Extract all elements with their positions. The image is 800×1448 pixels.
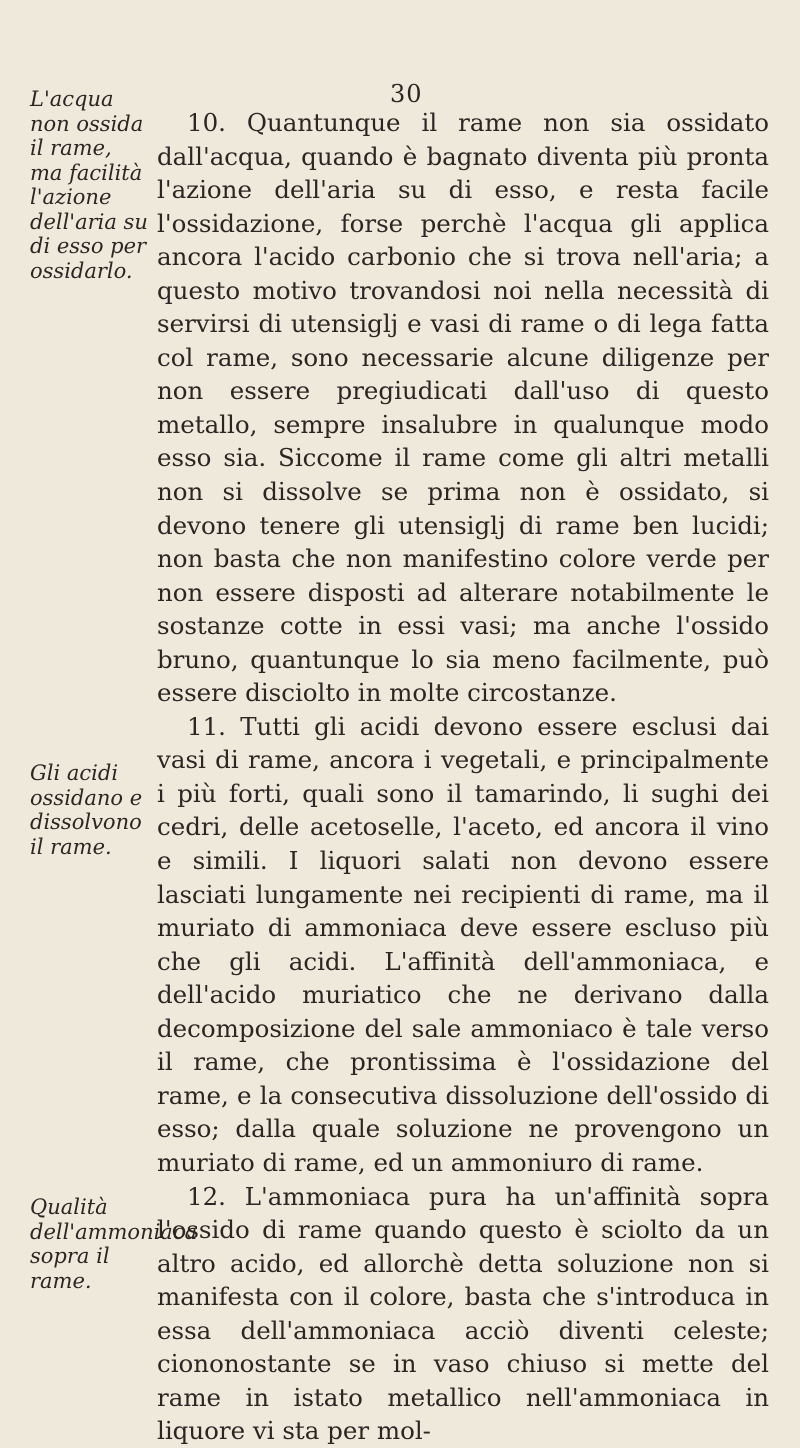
main-text — [157, 106, 769, 1448]
page-number: 30 — [390, 80, 423, 108]
paragraph-12: 12. L'ammoniaca pura ha un'affinità sopra l'ossido di rame quando questo è sciolto da un altro acido, ed allorchè detta soluzione non si manifesta con il colore, basta che s'introduca in essa dell'ammoniaca acciò diventi celeste; ciononostante se in vaso chiuso si mette del rame in istato metallico nell'ammoniaca in liquore vi sta per mol- — [157, 1181, 769, 1446]
sidenote-water-oxidation: L'acqua non ossida il rame, ma facilità l'azione dell'aria su di esso per ossidarlo. — [30, 87, 148, 283]
sidenote-ammonia: Qualità dell'ammoniaca sopra il rame. — [30, 1195, 198, 1293]
paragraph-10: 10. Quantunque il rame non sia ossidato dall'acqua, quando è bagnato diventa più pronta l'azione dell'aria su di esso, e resta facile l'ossidazione, forse perchè l'acqua gli applica ancora l'acido carbonio che si trova nell'aria; a questo motivo trovandosi noi nella necessità di servirsi di utensiglj e vasi di rame o di lega fatta col rame, sono necessarie alcune diligenze per non essere pregiudicati dall'uso di questo metallo, sempre insalubre in qualunque modo esso sia. Siccome il rame come gli altri metalli non si dissolve se prima non è ossidato, si devono tenere gli utensiglj di rame ben lucidi; non basta che non manifestino colore verde per non essere disposti ad alterare notabilmente le sostanze cotte in essi vasi; ma anche l'ossido bruno, quantunque lo sia meno facilmente, può essere disciolto in molte circostanze. — [157, 108, 769, 708]
sidenote-acids: Gli acidi ossidano e dissolvono il rame. — [30, 761, 143, 859]
paragraph-11: 11. Tutti gli acidi devono essere esclusi dai vasi di rame, ancora i vegetali, e principalmente i più forti, quali sono il tamarindo, li sughi dei cedri, delle acetoselle, l'aceto, ed ancora il vino e simili. I liquori salati non devono essere lasciati lungamente nei recipienti di rame, ma il muriato di ammoniaca deve essere escluso più che gli acidi. L'affinità dell'ammoniaca, e dell'acido muriatico che ne derivano dalla decomposizione del sale ammoniaco è tale verso il rame, che prontissima è l'ossidazione del rame, e la consecutiva dissoluzione dell'ossido di esso; dalla quale soluzione ne provengono un muriato di rame, ed un ammoniuro di rame. — [157, 711, 769, 1177]
